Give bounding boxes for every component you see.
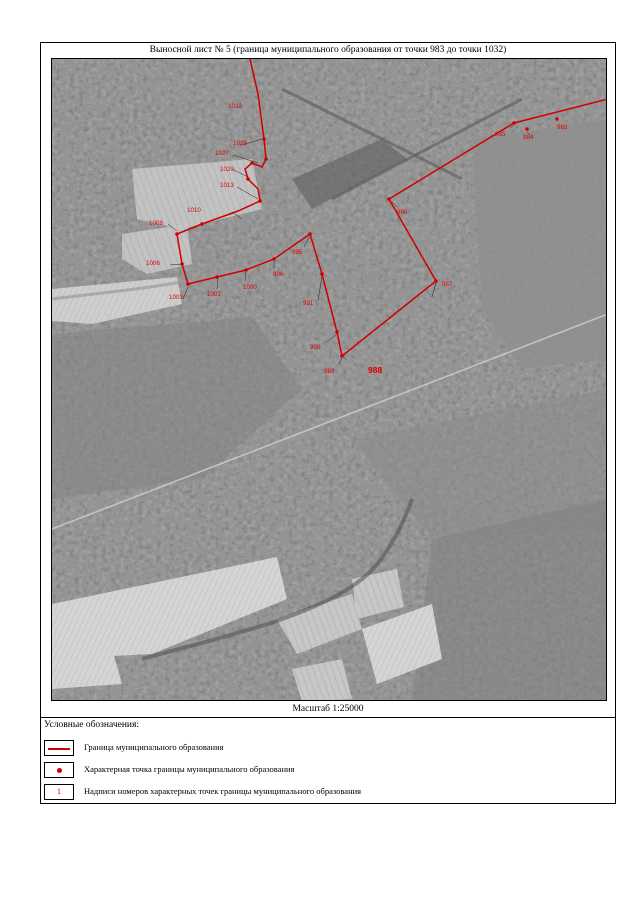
- label-1010: 1010: [187, 207, 201, 214]
- label-1008: 1008: [149, 220, 163, 227]
- legend-text-boundary: Граница муниципального образования: [84, 742, 224, 752]
- map-scale: Масштаб 1:25000: [292, 704, 364, 714]
- label-987: 987: [442, 281, 453, 288]
- label-988: 988: [368, 365, 383, 375]
- label-1013: 1013: [220, 182, 234, 189]
- label-986: 986: [397, 209, 408, 216]
- label-1006: 1006: [146, 260, 160, 267]
- label-1027: 1027: [215, 150, 229, 157]
- legend-symbol-number: [44, 784, 74, 800]
- label-1000: 1000: [243, 284, 257, 291]
- label-1002: 1002: [207, 291, 221, 298]
- label-1020: 1020: [220, 166, 234, 173]
- legend-item-point: [44, 762, 604, 778]
- label-989: 989: [324, 368, 335, 375]
- legend-title: Условные обозначения:: [44, 720, 140, 730]
- legend-text-labels: Надписи номеров характерных точек границы муниципального образования: [84, 786, 362, 796]
- label-991: 991: [303, 300, 314, 307]
- legend-symbol-dot: [44, 762, 74, 778]
- label-1028: 1028: [233, 140, 247, 147]
- satellite-map[interactable]: [51, 58, 607, 701]
- legend-item-boundary: [44, 740, 604, 756]
- label-995: 995: [292, 249, 303, 256]
- label-1032: 1032: [228, 103, 242, 110]
- label-984: 984: [523, 134, 534, 141]
- legend-symbol-number-text: 1: [57, 787, 61, 796]
- legend-symbol-line: [44, 740, 74, 756]
- legend-text-point: Характерная точка границы муниципального образования: [84, 764, 295, 774]
- sheet-title: Выносной лист № 5 (граница муниципального образования от точки 983 до точки 1032): [149, 45, 507, 55]
- label-996: 996: [273, 271, 284, 278]
- label-990: 990: [310, 344, 321, 351]
- label-1003: 1003: [169, 294, 183, 301]
- label-985: 985: [495, 131, 506, 138]
- label-983: 983: [557, 124, 568, 131]
- legend-divider: [41, 717, 615, 718]
- map-canvas: [52, 59, 607, 701]
- map-sheet: [40, 42, 616, 804]
- legend-item-labels: [44, 784, 604, 800]
